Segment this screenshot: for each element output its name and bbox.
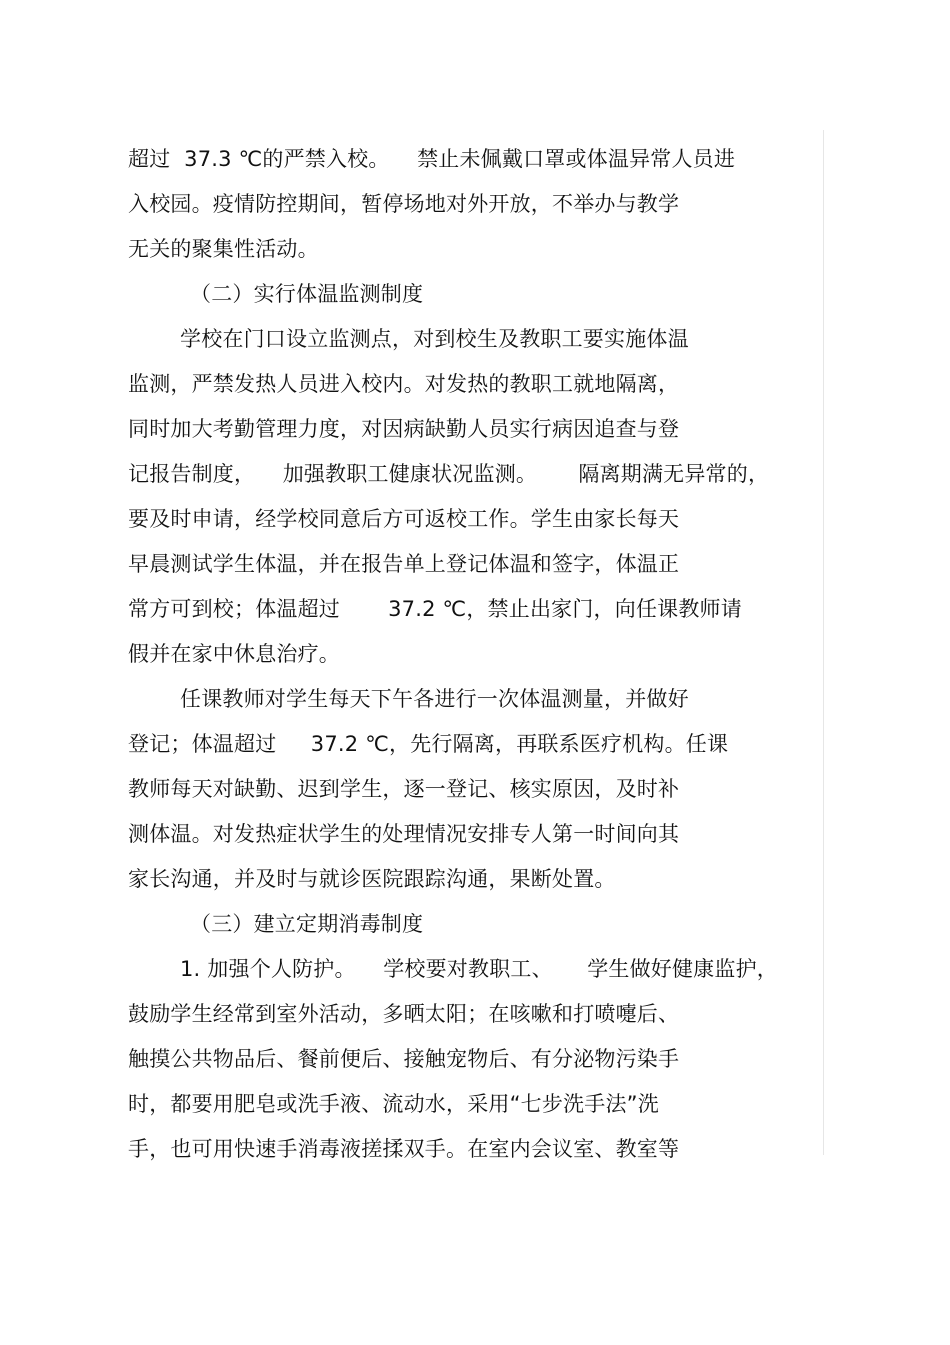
- text-line: 1. 加强个人防护。 学校要对教职工、 学生做好健康监护，: [180, 957, 778, 981]
- text-line: 早晨测试学生体温，并在报告单上登记体温和签字，体温正: [128, 552, 680, 576]
- text-line: 教师每天对缺勤、迟到学生，逐一登记、核实原因，及时补: [128, 777, 680, 801]
- text-line: 入校园。疫情防控期间，暂停场地对外开放，不举办与教学: [128, 192, 680, 216]
- text-line: 假并在家中休息治疗。: [128, 642, 340, 666]
- text-line: 家长沟通，并及时与就诊医院跟踪沟通，果断处置。: [128, 867, 616, 891]
- text-line: 测体温。对发热症状学生的处理情况安排专人第一时间向其: [128, 822, 680, 846]
- text-line: 记报告制度， 加强教职工健康状况监测。 隔离期满无异常的，: [128, 462, 770, 486]
- text-line: 手，也可用快速手消毒液搓揉双手。在室内会议室、教室等: [128, 1137, 680, 1161]
- text-line: 学校在门口设立监测点，对到校生及教职工要实施体温: [180, 327, 689, 351]
- text-line: 触摸公共物品后、餐前便后、接触宠物后、有分泌物污染手: [128, 1047, 680, 1071]
- text-line: 时，都要用肥皂或洗手液、流动水，采用“七步洗手法”洗: [128, 1092, 659, 1116]
- text-line: 登记；体温超过 37.2 ℃，先行隔离，再联系医疗机构。任课: [128, 732, 729, 756]
- text-line: 超过 37.3 ℃的严禁入校。 禁止未佩戴口罩或体温异常人员进: [128, 147, 736, 171]
- text-line: 常方可到校；体温超过 37.2 ℃，禁止出家门，向任课教师请: [128, 597, 742, 621]
- text-line: 同时加大考勤管理力度，对因病缺勤人员实行病因追查与登: [128, 417, 680, 441]
- section-heading: （二）实行体温监测制度: [190, 282, 424, 306]
- text-line: 要及时申请，经学校同意后方可返校工作。学生由家长每天: [128, 507, 680, 531]
- text-line: 监测，严禁发热人员进入校内。对发热的教职工就地隔离，: [128, 372, 680, 396]
- page-edge-rule: [823, 130, 824, 1155]
- text-line: 鼓励学生经常到室外活动，多晒太阳；在咳嗽和打喷嚏后、: [128, 1002, 680, 1026]
- section-heading: （三）建立定期消毒制度: [190, 912, 424, 936]
- text-line: 任课教师对学生每天下午各进行一次体温测量，并做好: [180, 687, 689, 711]
- text-line: 无关的聚集性活动。: [128, 237, 319, 261]
